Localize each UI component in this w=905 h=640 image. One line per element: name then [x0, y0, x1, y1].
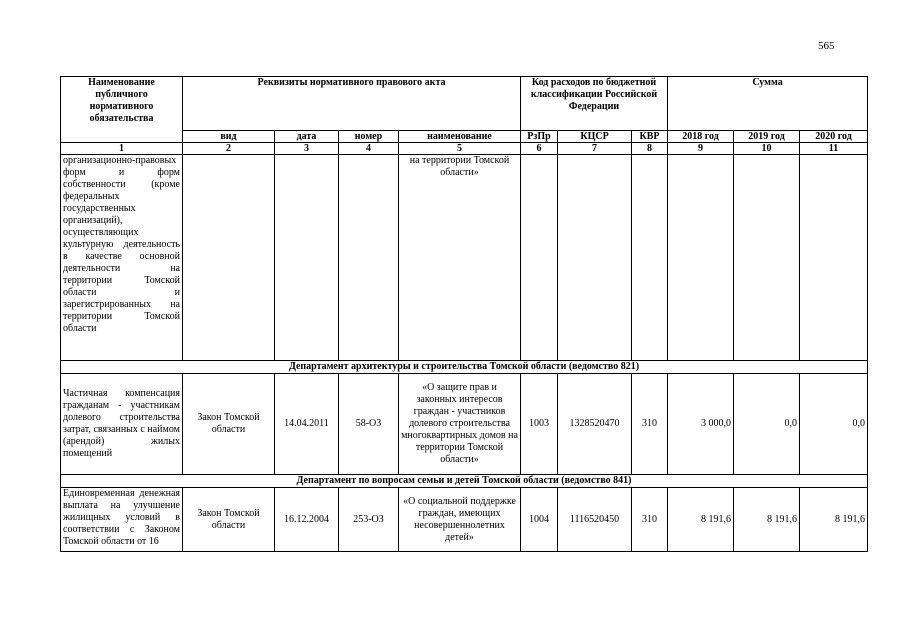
- kvr-cell: 310: [632, 374, 668, 475]
- subheader-date: дата: [275, 131, 339, 143]
- name-line: территории Томской: [63, 275, 180, 286]
- column-number: 10: [734, 143, 800, 155]
- header-requisites: Реквизиты нормативного правового акта: [183, 77, 521, 131]
- section-title: Департамент архитектуры и строительства Томской области (ведомство 821): [61, 361, 868, 374]
- name-line: организационно-правовых: [63, 155, 177, 166]
- subheader-2019: 2019 год: [734, 131, 800, 143]
- act-title-cell: на территории Томской области»: [399, 155, 521, 361]
- name-line: области и: [63, 287, 180, 298]
- page-number: 565: [818, 40, 835, 52]
- column-number: 2: [183, 143, 275, 155]
- name-line: организаций),: [63, 215, 123, 226]
- name-line: форм и форм: [63, 167, 180, 178]
- sum-2020-cell: 0,0: [800, 374, 868, 475]
- act-number-cell: 58-ОЗ: [339, 374, 399, 475]
- subheader-kvr: КВР: [632, 131, 668, 143]
- column-number: 7: [558, 143, 632, 155]
- subheader-type: вид: [183, 131, 275, 143]
- subheader-kcsr: КЦСР: [558, 131, 632, 143]
- section-row: [61, 475, 868, 488]
- empty-cell: [800, 155, 868, 361]
- name-line: осуществляющих: [63, 227, 139, 238]
- column-number: 4: [339, 143, 399, 155]
- empty-cell: [183, 155, 275, 361]
- empty-cell: [339, 155, 399, 361]
- empty-cell: [521, 155, 558, 361]
- column-number: 9: [668, 143, 734, 155]
- name-line: федеральных: [63, 191, 120, 202]
- subheader-title: наименование: [399, 131, 521, 143]
- obligations-table: [60, 76, 868, 552]
- act-type-cell: Закон Томской области: [183, 374, 275, 475]
- act-title-cell: «О защите прав и законных интересов граждан - участников долевого строительства многоквартирных домов на территории Томской области»: [399, 374, 521, 475]
- column-number: 1: [61, 143, 183, 155]
- kcsr-cell: 1116520450: [558, 488, 632, 552]
- subheader-2018: 2018 год: [668, 131, 734, 143]
- sum-2019-cell: 0,0: [734, 374, 800, 475]
- empty-cell: [558, 155, 632, 361]
- subheader-row: [61, 131, 868, 143]
- empty-cell: [668, 155, 734, 361]
- sum-2020-cell: 8 191,6: [800, 488, 868, 552]
- column-number: 11: [800, 143, 868, 155]
- column-numbers-row: [61, 143, 868, 155]
- table-row: [61, 488, 868, 552]
- name-line: зарегистрированных на: [63, 299, 180, 310]
- column-number: 8: [632, 143, 668, 155]
- section-title: Департамент по вопросам семьи и детей Томской области (ведомство 841): [61, 475, 868, 488]
- column-number: 3: [275, 143, 339, 155]
- obligation-name-cell: Единовременная денежная выплата на улучшение жилищных условий в соответствии с Законом Томской области от 16: [61, 488, 183, 552]
- subheader-number: номер: [339, 131, 399, 143]
- act-number-cell: 253-ОЗ: [339, 488, 399, 552]
- column-number: 6: [521, 143, 558, 155]
- header-name: Наименование публичного нормативного обязательства: [61, 77, 183, 143]
- act-date-cell: 14.04.2011: [275, 374, 339, 475]
- rzpr-cell: 1004: [521, 488, 558, 552]
- name-line: культурную деятельность: [63, 239, 180, 250]
- table-row: [61, 374, 868, 475]
- table-row: [61, 155, 868, 361]
- kvr-cell: 310: [632, 488, 668, 552]
- header-sum: Сумма: [668, 77, 868, 131]
- name-line: территории Томской: [63, 311, 180, 322]
- empty-cell: [632, 155, 668, 361]
- act-type-cell: Закон Томской области: [183, 488, 275, 552]
- name-line: области: [63, 323, 97, 334]
- obligation-name-cell: Частичная компенсация гражданам - участникам долевого строительства затрат, связанных с наймом (арендой) жилых помещений: [61, 374, 183, 475]
- subheader-rzpr: РзПр: [521, 131, 558, 143]
- rzpr-cell: 1003: [521, 374, 558, 475]
- header-budget-code: Код расходов по бюджетной классификации Российской Федерации: [521, 77, 668, 131]
- act-title-cell: «О социальной поддержке граждан, имеющих несовершеннолетних детей»: [399, 488, 521, 552]
- section-row: [61, 361, 868, 374]
- header-row: [61, 77, 868, 131]
- column-number: 5: [399, 143, 521, 155]
- sum-2019-cell: 8 191,6: [734, 488, 800, 552]
- name-line: в качестве основной: [63, 251, 180, 262]
- empty-cell: [734, 155, 800, 361]
- subheader-2020: 2020 год: [800, 131, 868, 143]
- name-line: собственности (кроме: [63, 179, 180, 190]
- name-line: деятельности на: [63, 263, 180, 274]
- sum-2018-cell: 8 191,6: [668, 488, 734, 552]
- act-date-cell: 16.12.2004: [275, 488, 339, 552]
- obligation-name-cell: [61, 155, 183, 361]
- empty-cell: [275, 155, 339, 361]
- kcsr-cell: 1328520470: [558, 374, 632, 475]
- sum-2018-cell: 3 000,0: [668, 374, 734, 475]
- name-line: государственных: [63, 203, 136, 214]
